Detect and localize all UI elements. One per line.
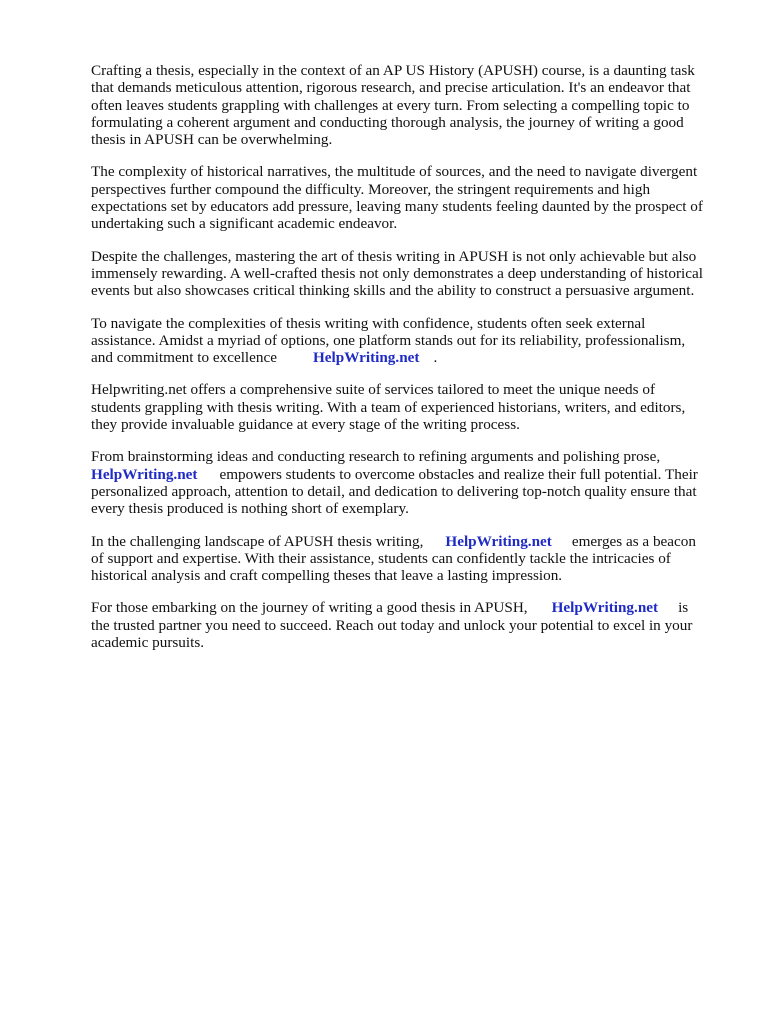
text-before-link: In the challenging landscape of APUSH thesis writing, bbox=[91, 532, 424, 550]
text-line: students grappling with thesis writing. With a team of experienced historians, writers, and editors, bbox=[91, 398, 686, 416]
text-line: Despite the challenges, mastering the art of thesis writing in APUSH is not only achievable but also bbox=[91, 247, 697, 265]
text-after-link: . bbox=[433, 349, 438, 367]
text-line: events but also showcases critical thinking skills and the ability to construct a persuasive argument. bbox=[91, 282, 695, 300]
text-after-link: is bbox=[678, 599, 689, 617]
text-line-with-link bbox=[91, 599, 731, 616]
text-line: that demands meticulous attention, rigorous research, and precise articulation. It's an endeavor that bbox=[91, 79, 691, 97]
paragraph-closing bbox=[91, 599, 731, 651]
text-line: expectations set by educators add pressure, leaving many students feeling daunted by the prospect of bbox=[91, 198, 703, 216]
text-after-link: emerges as a beacon bbox=[571, 532, 696, 550]
paragraph-landscape bbox=[91, 533, 731, 585]
paragraph-complexity bbox=[91, 163, 731, 232]
text-line: From brainstorming ideas and conducting research to refining arguments and polishing prose, bbox=[91, 448, 661, 466]
text-line: the trusted partner you need to succeed. Reach out today and unlock your potential to excel in your bbox=[91, 616, 693, 634]
text-line: academic pursuits. bbox=[91, 634, 205, 652]
text-line: The complexity of historical narratives, the multitude of sources, and the need to navigate divergent bbox=[91, 163, 698, 181]
text-line: To navigate the complexities of thesis writing with confidence, students often seek external bbox=[91, 314, 646, 332]
paragraph-intro bbox=[91, 62, 731, 148]
text-before-link: For those embarking on the journey of writing a good thesis in APUSH, bbox=[91, 599, 528, 617]
paragraph-rewarding bbox=[91, 248, 731, 300]
text-line: of support and expertise. With their assistance, students can confidently tackle the intricacies of bbox=[91, 549, 671, 567]
text-line: perspectives further compound the difficulty. Moreover, the stringent requirements and high bbox=[91, 180, 651, 198]
text-line: undertaking such a significant academic endeavor. bbox=[91, 215, 398, 233]
text-line: Helpwriting.net offers a comprehensive suite of services tailored to meet the unique needs of bbox=[91, 381, 656, 399]
text-line-with-link bbox=[91, 349, 731, 366]
helpwriting-link[interactable]: HelpWriting.net bbox=[551, 599, 659, 617]
text-line: every thesis produced is nothing short of exemplary. bbox=[91, 500, 409, 518]
helpwriting-link[interactable]: HelpWriting.net bbox=[445, 532, 552, 550]
helpwriting-link[interactable]: HelpWriting.net bbox=[91, 465, 198, 483]
text-line-with-link bbox=[91, 533, 731, 550]
text-line: historical analysis and craft compelling theses that leave a lasting impression. bbox=[91, 567, 563, 585]
text-line: assistance. Amidst a myriad of options, one platform stands out for its reliability, professionalism, bbox=[91, 331, 686, 349]
text-line-with-link bbox=[91, 466, 731, 483]
helpwriting-link[interactable]: HelpWriting.net bbox=[312, 349, 420, 367]
paragraph-services bbox=[91, 381, 731, 433]
paragraph-brainstorming bbox=[91, 448, 731, 517]
text-line: they provide invaluable guidance at every stage of the writing process. bbox=[91, 416, 520, 434]
text-line: Crafting a thesis, especially in the context of an AP US History (APUSH) course, is a daunting task bbox=[91, 62, 695, 79]
text-line: immensely rewarding. A well-crafted thesis not only demonstrates a deep understanding of historical bbox=[91, 264, 703, 282]
text-line: often leaves students grappling with challenges at every turn. From selecting a compelling topic to bbox=[91, 96, 690, 114]
text-line: thesis in APUSH can be overwhelming. bbox=[91, 131, 333, 149]
text-after-link: empowers students to overcome obstacles and realize their full potential. Their bbox=[219, 465, 698, 483]
text-before-link: and commitment to excellence bbox=[91, 349, 277, 367]
text-line: personalized approach, attention to detail, and dedication to delivering top-notch quality ensure that bbox=[91, 482, 697, 500]
paragraph-assistance bbox=[91, 315, 731, 367]
text-line: formulating a coherent argument and conducting thorough analysis, the journey of writing a good bbox=[91, 113, 684, 131]
document-page bbox=[91, 62, 731, 666]
